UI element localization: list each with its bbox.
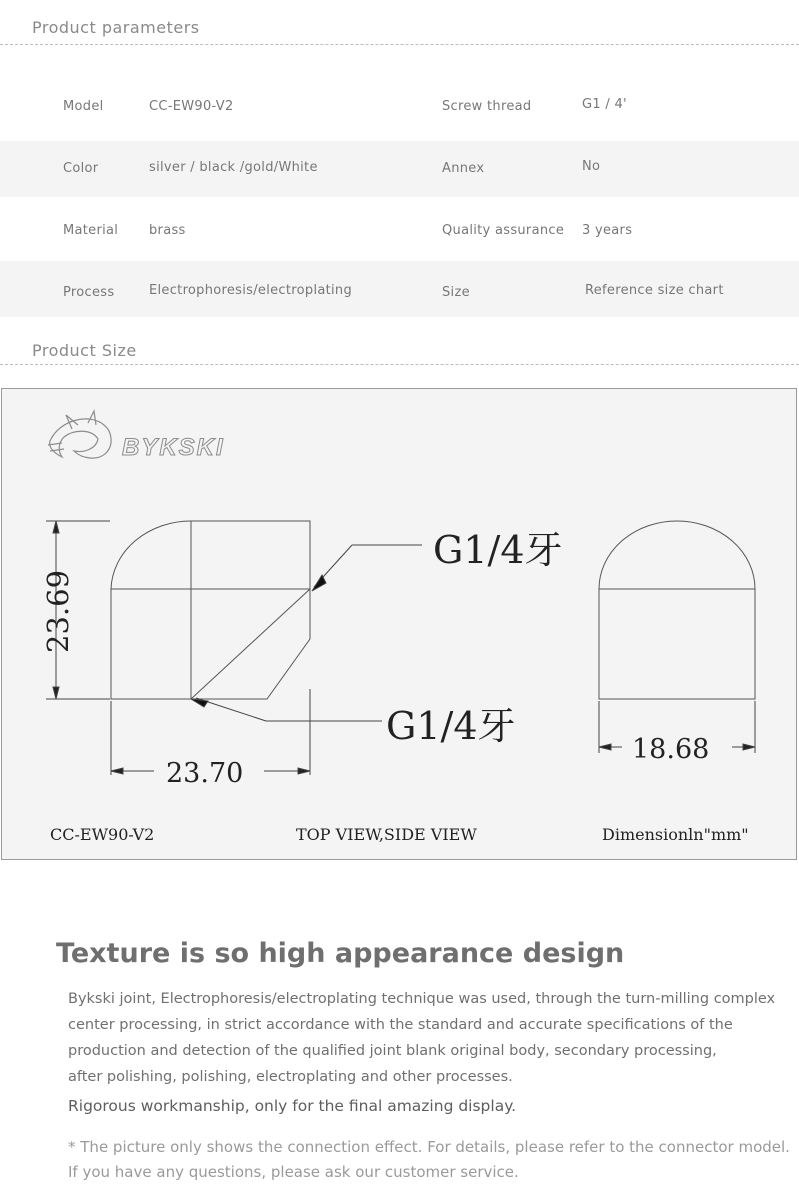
param-value-quality: 3 years [582,223,633,238]
thread-label-bottom: G1/4牙 [386,704,516,748]
param-value-size: Reference size chart [585,283,724,298]
param-label-material: Material [63,223,119,238]
drawing-svg [2,389,798,861]
size-divider [0,364,799,365]
elbow-side-view [599,521,755,699]
technical-drawing [1,388,797,860]
param-value-process: Electrophoresis/electroplating [149,283,353,298]
param-label-screw-thread: Screw thread [442,99,532,114]
logo-wordmark: BYKSKI [122,434,225,461]
param-label-model: Model [63,99,104,114]
param-row-process [0,261,799,317]
drawing-view-label: TOP VIEW,SIDE VIEW [296,825,477,844]
disclaimer-note: * The picture only shows the connection effect. For details, please refer to the connector model. [68,1138,790,1156]
param-row-material [0,203,799,259]
param-label-size: Size [442,285,470,300]
param-value-color: silver / black /gold/White [149,160,318,175]
thread-label-top: G1/4牙 [433,528,563,572]
side-width-value: 18.68 [632,734,710,765]
param-row-color [0,141,799,197]
param-value-material: brass [149,223,186,238]
param-value-screw-thread: G1 / 4' [582,97,627,112]
param-value-model: CC-EW90-V2 [149,99,234,114]
drawing-model: CC-EW90-V2 [50,825,155,844]
description-heading: Texture is so high appearance design [56,938,625,969]
param-label-color: Color [63,161,99,176]
width-value: 23.70 [166,758,244,789]
size-section-title: Product Size [32,341,137,360]
param-value-annex: No [582,159,601,174]
description-emphasis: Rigorous workmanship, only for the final amazing display. [68,1097,517,1115]
description-line: production and detection of the qualified joint blank original body, secondary processing, [68,1043,717,1059]
drawing-unit-label: Dimensionln"mm" [602,825,749,844]
description-line: center processing, in strict accordance with the standard and accurate specifications of the [68,1017,733,1033]
elbow-top-view [111,521,310,699]
params-section-title: Product parameters [32,18,200,37]
param-label-quality: Quality assurance [442,223,565,238]
height-value: 23.69 [41,569,75,653]
param-row-model [0,79,799,135]
bykski-dragon-logo-icon [48,411,111,458]
disclaimer-note: If you have any questions, please ask our customer service. [68,1163,519,1181]
description-line: after polishing, polishing, electroplating and other processes. [68,1069,513,1085]
description-line: Bykski joint, Electrophoresis/electroplating technique was used, through the turn-milling complex [68,991,776,1007]
thread-leaders [191,545,422,721]
params-divider [0,44,799,45]
param-label-annex: Annex [442,161,485,176]
param-label-process: Process [63,285,115,300]
